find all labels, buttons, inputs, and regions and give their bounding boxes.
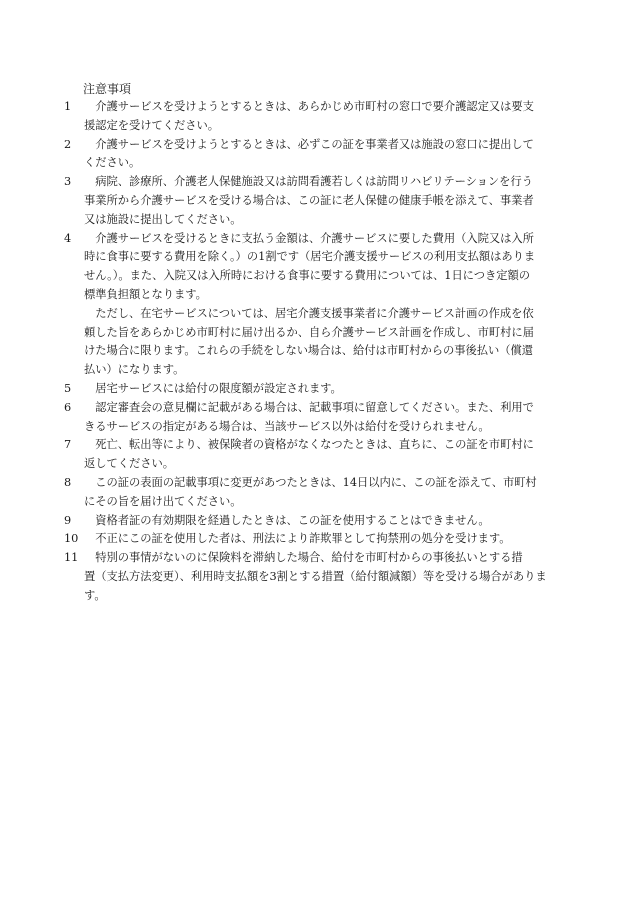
- item-number: 6: [64, 400, 72, 414]
- item-line: 居宅サービスには給付の限度額が設定されます。: [84, 381, 342, 395]
- item-number: 7: [64, 438, 72, 452]
- item-line: 援認定を受けてください。: [84, 118, 219, 132]
- item-text: [84, 399, 548, 437]
- item-line: 時に食事に要する費用を除く。）の1割です（居宅介護支援サービスの利用支払額はありま: [84, 250, 536, 264]
- item-text: [84, 305, 548, 380]
- item-line: 資格者証の有効期限を経過したときは、この証を使用することはできません。: [84, 513, 490, 527]
- item-text: [84, 380, 548, 399]
- notice-item-2: [64, 136, 548, 174]
- notice-item-6: [64, 399, 548, 437]
- item-line: この証の表面の記載事項に変更があつたときは、14日以内に、この証を添えて、市町村: [84, 475, 537, 489]
- item-number: 10: [64, 532, 79, 546]
- item-line: 事業所から介護サービスを受ける場合は、この証に老人保健の健康手帳を添えて、事業者: [84, 193, 534, 207]
- item-number: 4: [64, 231, 72, 245]
- item-number: 3: [64, 175, 72, 189]
- item-line: 払い）になります。: [84, 363, 185, 377]
- item-text: [84, 549, 548, 605]
- item-line: けた場合に限ります。これらの手続をしない場合は、給付は市町村からの事後払い（償還: [84, 344, 533, 358]
- item-line: 病院、診療所、介護老人保健施設又は訪問看護若しくは訪問リハビリテーションを行う: [84, 175, 533, 189]
- item-number: 2: [64, 137, 72, 151]
- item-line: 返してください。: [84, 457, 174, 471]
- item-line: 死亡、転出等により、被保険者の資格がなくなつたときは、直ちに、この証を市町村に: [84, 438, 534, 452]
- item-line: 標準負担額となります。: [84, 287, 207, 301]
- notice-item-11: [64, 549, 548, 605]
- item-line: 置（支払方法変更）、利用時支払額を3割とする措置（給付額減額）等を受ける場合がありま: [84, 569, 547, 583]
- item-line: 不正にこの証を使用した者は、刑法により詐欺罪として拘禁刑の処分を受けます。: [84, 532, 511, 546]
- item-line: 特別の事情がないのに保険料を滞納した場合、給付を市町村からの事後払いとする措: [84, 551, 523, 565]
- item-text: [84, 173, 548, 229]
- document-title: 注意事項: [83, 82, 132, 96]
- item-number: 1: [64, 100, 72, 113]
- item-text: [84, 512, 548, 531]
- notice-item-8: [64, 474, 548, 512]
- item-text: [84, 230, 548, 305]
- item-number: 9: [64, 513, 72, 527]
- item-line: ただし、在宅サービスについては、居宅介護支援事業者に介護サービス計画の作成を依: [84, 306, 534, 320]
- item-line: 認定審査会の意見欄に記載がある場合は、記載事項に留意してください。また、利用で: [84, 400, 534, 414]
- notice-item-7: [64, 436, 548, 474]
- item-line: 介護サービスを受けようとするときは、必ずこの証を事業者又は施設の窓口に提出して: [84, 137, 534, 151]
- item-text: [84, 98, 548, 136]
- item-number: 11: [64, 551, 79, 565]
- item-number: 5: [64, 381, 72, 395]
- notice-item-10: [64, 530, 548, 549]
- item-line: せん。）。また、入院又は入所時における食事に要する費用については、1日につき定額の: [84, 269, 530, 283]
- item-line: 介護サービスを受けようとするときは、あらかじめ市町村の窓口で要介護認定又は要支: [84, 100, 534, 113]
- item-text: [84, 436, 548, 474]
- notice-item-1: [64, 98, 548, 136]
- item-line: きるサービスの指定がある場合は、当該サービス以外は給付を受けられません。: [84, 419, 490, 433]
- item-text: [84, 136, 548, 174]
- item-line: ください。: [84, 156, 141, 170]
- item-line: 介護サービスを受けるときに支払う金額は、介護サービスに要した費用（入院又は入所: [84, 231, 534, 245]
- notice-item-3: [64, 173, 548, 229]
- item-line: 頼した旨をあらかじめ市町村に届け出るか、自ら介護サービス計画を作成し、市町村に届: [84, 325, 534, 339]
- notice-list: [64, 98, 548, 606]
- item-line: す。: [84, 588, 106, 602]
- item-number: 8: [64, 475, 72, 489]
- notice-item-4-proviso: [64, 305, 548, 380]
- notice-item-9: [64, 512, 548, 531]
- item-line: にその旨を届け出てください。: [84, 494, 242, 508]
- item-text: [84, 530, 548, 549]
- item-line: 又は施設に提出してください。: [84, 212, 242, 226]
- item-text: [84, 474, 548, 512]
- notice-item-5: [64, 380, 548, 399]
- notice-item-4: [64, 230, 548, 305]
